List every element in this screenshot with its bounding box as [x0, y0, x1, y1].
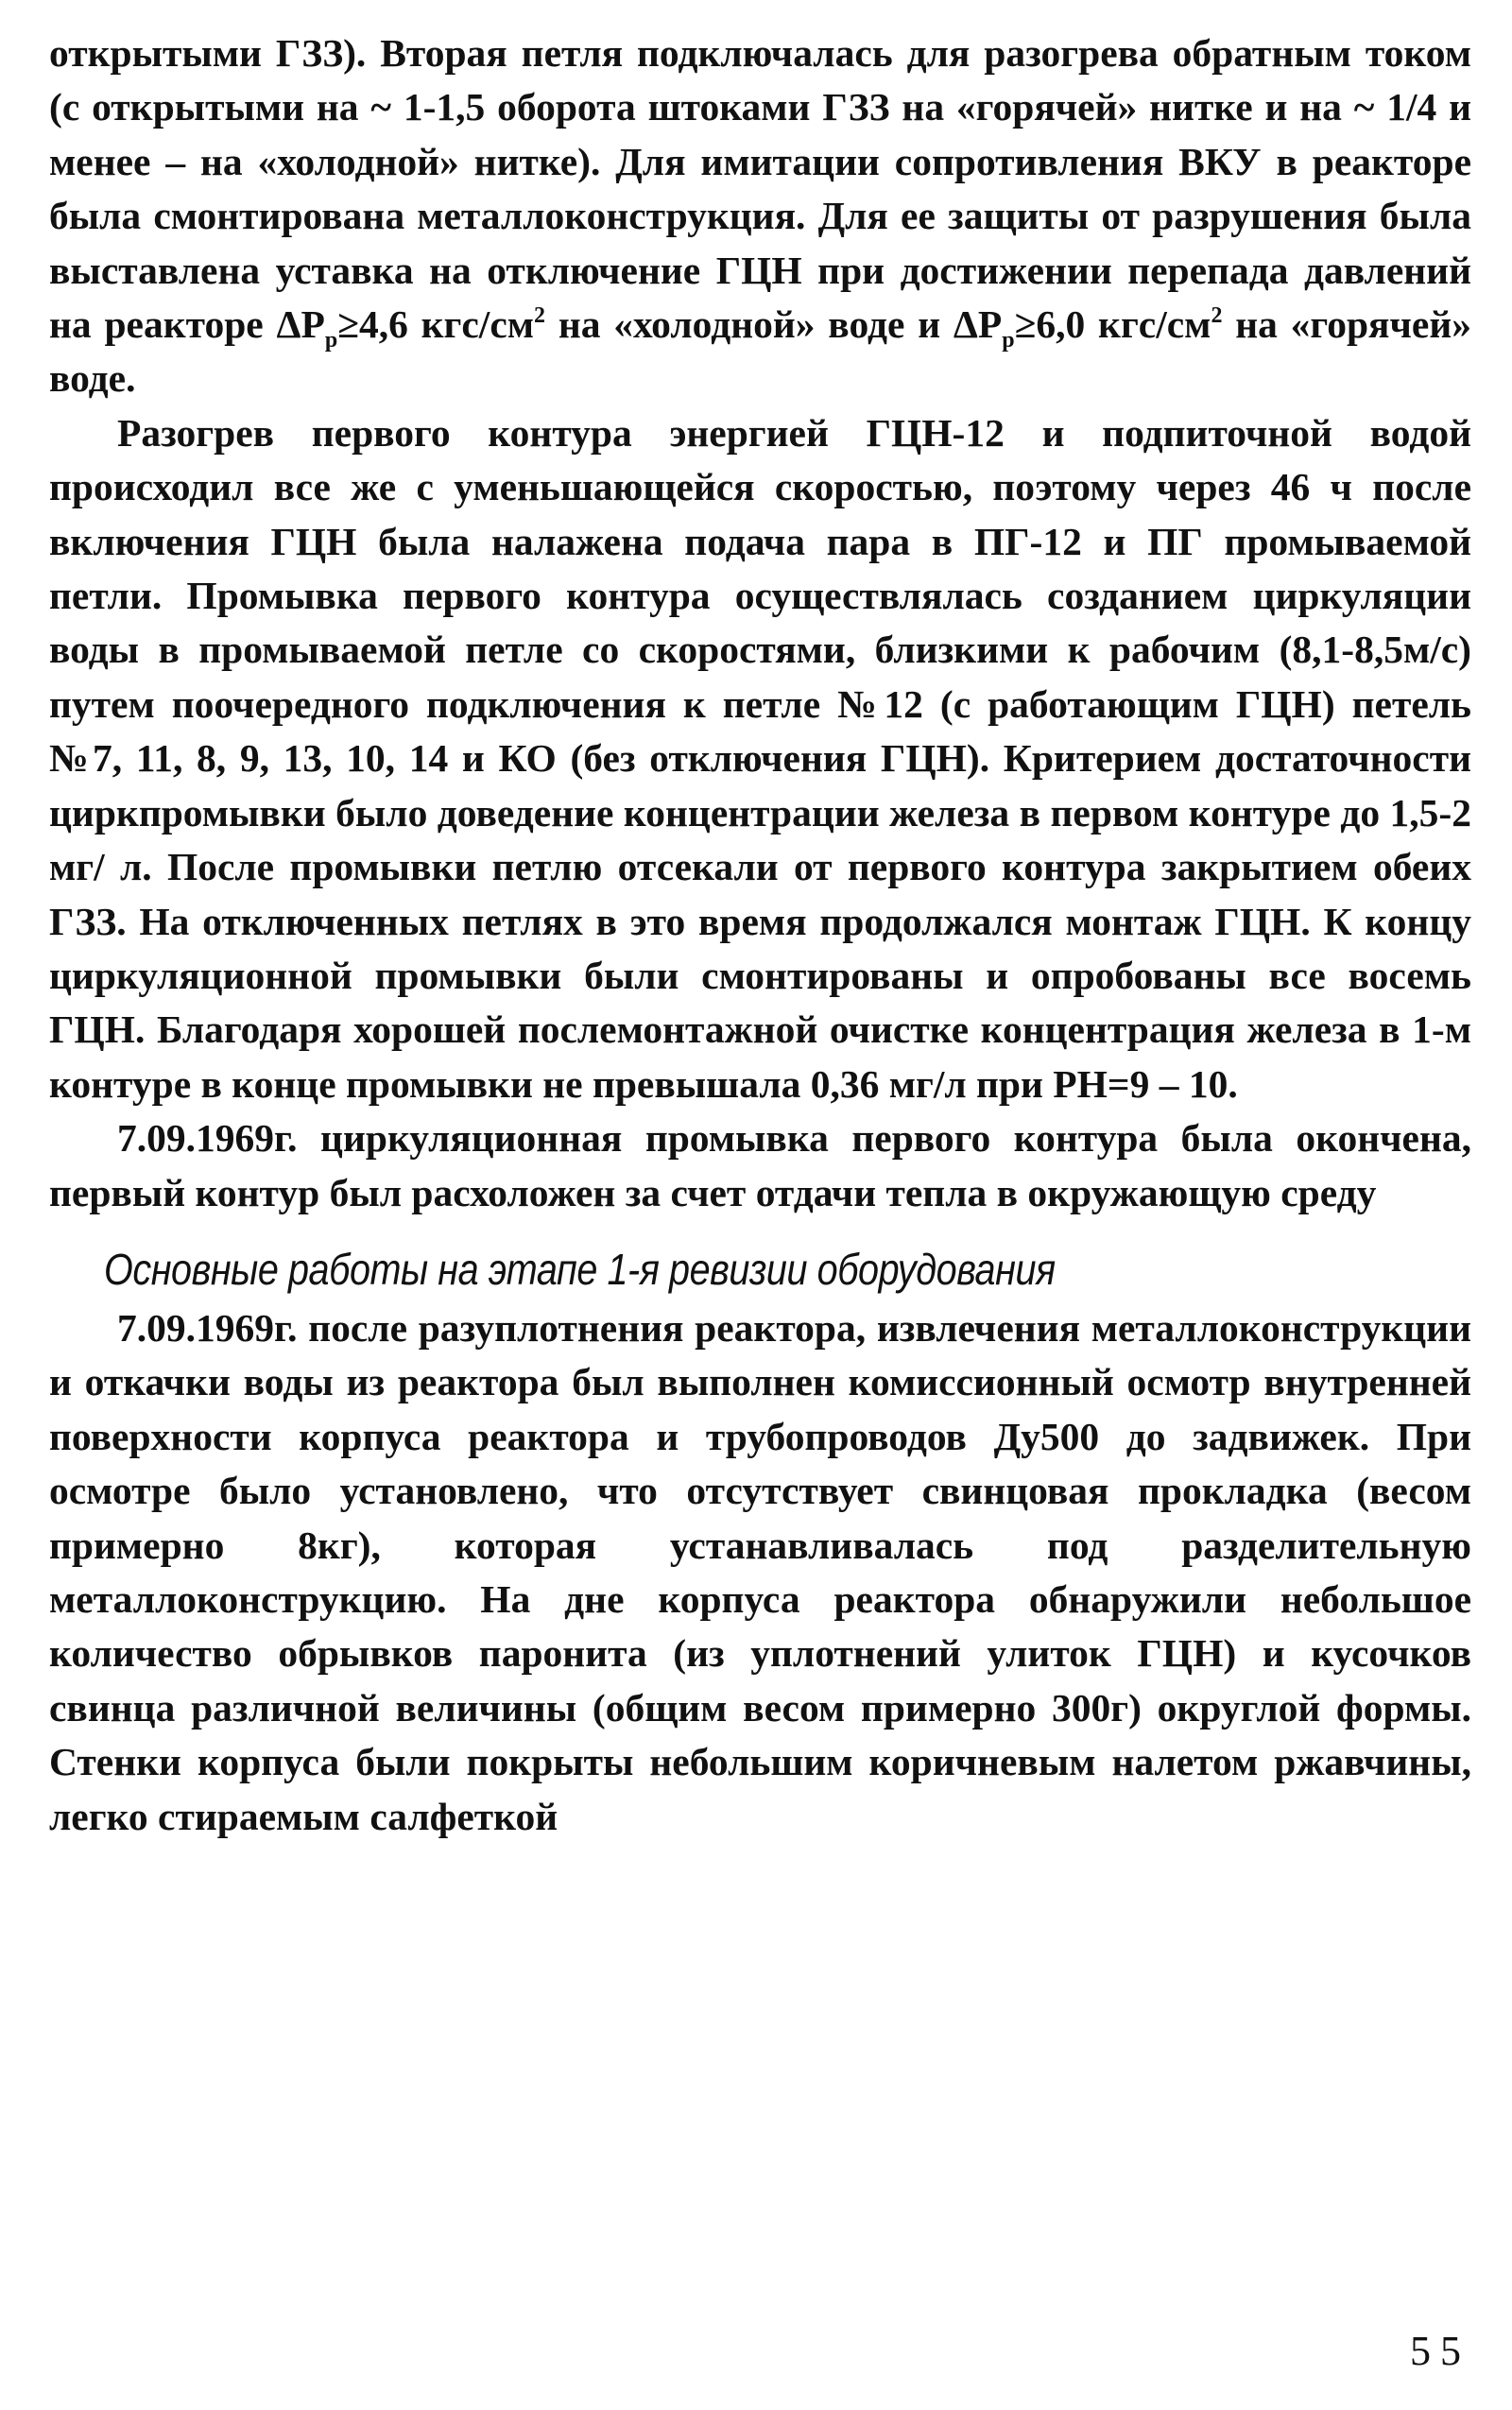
subscript: р — [1002, 328, 1015, 353]
superscript: 2 — [1211, 303, 1223, 329]
document-page — [49, 26, 1471, 1844]
subscript: р — [324, 328, 338, 353]
paragraph-3: 7.09.1969г. циркуляционная промывка первого контура была окончена, первый контур был расхоложен за счет отдачи тепла в окружающую среду — [49, 1116, 1471, 1214]
paragraph-1: открытыми ГЗЗ). Вторая петля подключалась для разогрева обратным током (с открытыми на ~ 1-1,5 оборота штоками ГЗЗ на «горячей» нитке и на ~ 1/4 и менее – на «холодной» нитке). Для имитации сопротивления ВКУ в реакторе была смонтирована металлоконструкция. Для ее защиты от разрушения была выставлена уставка на отключение ГЦН при достижении перепада давлений на реакторе $\Delta Р_р\ge 4,6$ кгс/$см^2$ на «холодной» воде и $\Delta Р_р\ge 6,0$ кгс/$см^2$ на «горячей» воде. — [49, 31, 1471, 401]
page-number: 55 — [1410, 2328, 1470, 2374]
superscript: 2 — [534, 303, 546, 329]
paragraph-4: 7.09.1969г. после разуплотнения реактора, извлечения металлоконструкции и откачки воды из реактора был выполнен комиссионный осмотр внутренней поверхности корпуса реактора и трубопроводов Ду500 до задвижек. При осмотре было установлено, что отсутствует свинцовая прокладка (весом примерно 8кг), которая устанавливалась под разделительную металлоконструкцию. На дне корпуса реактора обнаружили небольшое количество обрывков паронита (из уплотнений улиток ГЦН) и кусочков свинца различной величины (общим весом примерно 300г) округлой формы. Стенки корпуса были покрыты небольшим коричневым налетом ржавчины, легко стираемым салфеткой — [49, 1305, 1471, 1838]
section-heading: Основные работы на этапе 1-я ревизии оборудования — [104, 1244, 1056, 1294]
paragraph-2: Разогрев первого контура энергией ГЦН-12 и подпиточной водой происходил все же с уменьшающейся скоростью, поэтому через 46 ч после включения ГЦН была налажена подача пара в ПГ-12 и ПГ промываемой петли. Промывка первого контура осуществлялась созданием циркуляции воды в промываемой петле со скоростями, близкими к рабочим (8,1-8,5м/с) путем поочередного подключения к петле №12 (с работающим ГЦН) петель №7, 11, 8, 9, 13, 10, 14 и КО (без отключения ГЦН). Критерием достаточности циркпромывки было доведение концентрации железа в первом контуре до 1,5-2 мг/ л. После промывки петлю отсекали от первого контура закрытием обеих ГЗЗ. На отключенных петлях в это время продолжался монтаж ГЦН. К концу циркуляционной промывки были смонтированы и опробованы все восемь ГЦН. Благодаря хорошей послемонтажной очистке концентрация железа в 1-м контуре в конце промывки не превышала 0,36 мг/л при РН=9 – 10. — [49, 410, 1471, 1106]
